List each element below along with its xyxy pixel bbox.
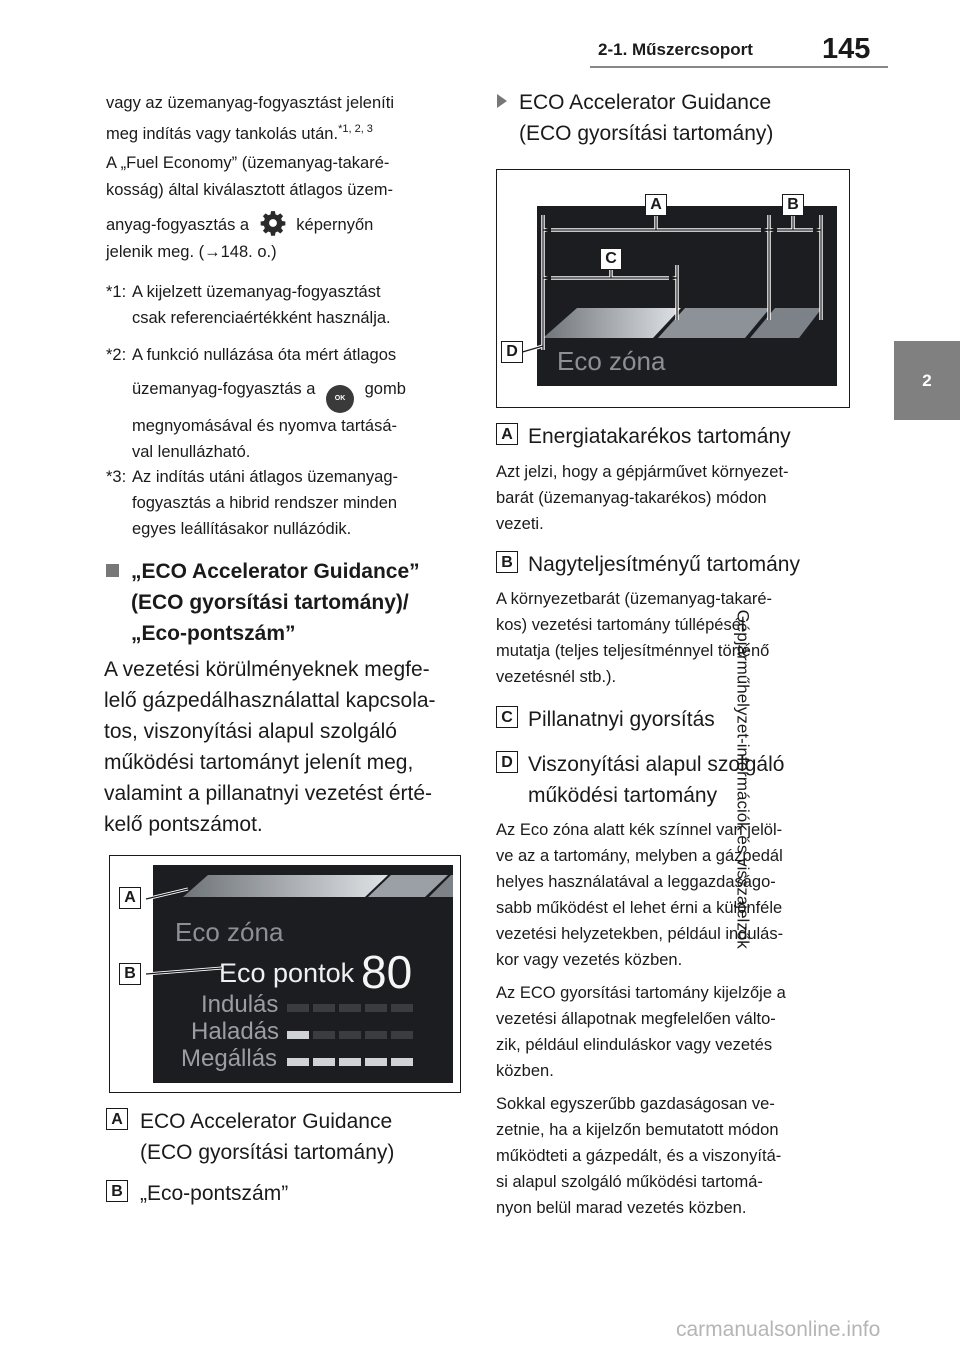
watermark: carmanualsonline.info xyxy=(676,1318,881,1341)
header-divider xyxy=(590,66,888,68)
heading-line: „Eco-pontszám” xyxy=(131,622,296,645)
text-line: közben. xyxy=(496,1062,554,1080)
text-line: zik, például elinduláskor vagy vezetés xyxy=(496,1036,773,1054)
text-line: lelő gázpedálhasználattal kapcsola- xyxy=(104,689,436,712)
text-line: kor vagy vezetés közben. xyxy=(496,951,683,969)
item-letter: D xyxy=(496,751,518,773)
text-line: helyes használatával a leggazdaságo- xyxy=(496,873,776,891)
text-line: si alapul szolgáló működési tartomá- xyxy=(496,1173,763,1191)
section-heading xyxy=(106,556,420,649)
item-d-text-3 xyxy=(496,1091,781,1221)
page-number: 145 xyxy=(822,33,871,65)
footnote-2 xyxy=(106,342,466,465)
text-line: A környezetbarát (üzemanyag-takaré- xyxy=(496,590,773,608)
item-d-text-1 xyxy=(496,817,783,973)
text-line: nyon belül marad vezetés közben. xyxy=(496,1199,747,1217)
text-line: működteti a gázpedált, és a viszonyítá- xyxy=(496,1147,782,1165)
text-line: tos, viszonyítási alapul szolgáló xyxy=(104,720,397,743)
eco-pontok-label: Eco pontok xyxy=(219,958,355,988)
ok-button-icon: OK xyxy=(326,385,354,413)
text-line: (ECO gyorsítási tartomány) xyxy=(140,1141,395,1164)
text-line: fogyasztás a hibrid rendszer minden xyxy=(132,494,398,512)
chapter-tab: 2 xyxy=(894,341,960,420)
text-line: ve az a tartomány, melyben a gázpedál xyxy=(496,847,783,865)
text-line: Az ECO gyorsítási tartomány kijelzője a xyxy=(496,984,786,1002)
legend-letter: A xyxy=(106,1108,128,1130)
item-d-text-2 xyxy=(496,980,786,1084)
text-line: vagy az üzemanyag-fogyasztást jeleníti xyxy=(106,94,394,112)
eco-zona-label: Eco zóna xyxy=(557,346,666,376)
text-line: A „Fuel Economy” (üzemanyag-takaré- xyxy=(106,154,390,172)
triangle-bullet-icon xyxy=(497,94,507,108)
text-line: Az Eco zóna alatt kék színnel van jelöl- xyxy=(496,821,783,839)
text-line: Sokkal egyszerűbb gazdaságosan ve- xyxy=(496,1095,775,1113)
footnote-mark: *2: xyxy=(106,346,127,364)
text-line: anyag-fogyasztás a xyxy=(106,216,250,234)
leader-lines xyxy=(110,856,462,1094)
text-line: üzemanyag-fogyasztás a xyxy=(132,380,316,398)
text-line: vezetésnél stb.). xyxy=(496,668,617,686)
text-line: vezetési állapotnak megfelelően válto- xyxy=(496,1010,776,1028)
footnote-1 xyxy=(106,279,466,331)
bullet-heading xyxy=(497,87,773,149)
text-line: (ECO gyorsítási tartomány) xyxy=(519,122,774,145)
text-line: vezetési helyzetekben, például indulás- xyxy=(496,925,784,943)
text-line: egyes leállításakor nullázódik. xyxy=(132,520,352,538)
item-d xyxy=(496,749,784,811)
item-c xyxy=(496,704,715,735)
item-title: Viszonyítási alapul szolgáló xyxy=(528,753,785,776)
eco-score-value: 80 xyxy=(361,946,413,998)
text-line: képernyőn xyxy=(296,216,374,234)
item-b xyxy=(496,549,800,580)
legend-letter: B xyxy=(106,1180,128,1202)
footnote-mark: *3: xyxy=(106,468,127,486)
item-title: Energiatakarékos tartomány xyxy=(528,425,791,448)
item-a-text xyxy=(496,459,789,537)
legend-b xyxy=(106,1178,288,1209)
text-line: kelő pontszámot. xyxy=(104,813,263,836)
haladas-label: Haladás xyxy=(191,1018,280,1045)
callout-a: A xyxy=(119,887,141,909)
text-line: val lenullázható. xyxy=(132,443,251,461)
footnote-mark: *1: xyxy=(106,283,127,301)
text-line: A funkció nullázása óta mért átlagos xyxy=(132,346,397,364)
item-title: Nagyteljesítményű tartomány xyxy=(528,553,800,576)
footnote-ref: *1, 2, 3 xyxy=(338,123,373,135)
section-title: 2-1. Műszercsoport xyxy=(598,40,753,59)
item-b-text xyxy=(496,586,772,690)
gear-icon xyxy=(260,210,286,236)
text-line: barát (üzemanyag-takarékos) módon xyxy=(496,489,767,507)
text-line: zetnie, ha a kijelzőn bemutatott módon xyxy=(496,1121,779,1139)
text-line: működési tartományt jelenít meg, xyxy=(104,751,414,774)
indulas-label: Indulás xyxy=(201,991,279,1018)
text-line: meg indítás vagy tankolás után. xyxy=(106,125,339,143)
text-line: ECO Accelerator Guidance xyxy=(140,1110,393,1133)
chapter-label: Gépjárműhelyzet-információk és visszajelzők xyxy=(733,609,753,949)
item-letter: B xyxy=(496,551,518,573)
paragraph-2 xyxy=(106,150,393,266)
item-letter: A xyxy=(496,423,518,445)
text-line: „Eco-pontszám” xyxy=(140,1182,289,1205)
text-line: sabb működést el lehet érni a különféle xyxy=(496,899,783,917)
callout-a: A xyxy=(645,194,667,216)
text-line: Azt jelzi, hogy a gépjárművet környezet- xyxy=(496,463,789,481)
item-title: Pillanatnyi gyorsítás xyxy=(528,708,715,731)
text-line: A vezetési körülményeknek megfe- xyxy=(104,658,430,681)
callout-c: C xyxy=(600,248,622,270)
figure-eco-range xyxy=(496,169,850,408)
item-title: működési tartomány xyxy=(528,784,718,807)
callout-d: D xyxy=(501,341,523,363)
eco-zona-label: Eco zóna xyxy=(175,917,284,947)
text-line: kosság) által kiválasztott átlagos üzem- xyxy=(106,181,394,199)
paragraph-1 xyxy=(106,90,394,148)
text-line: mutatja (teljes teljesítménnyel történő xyxy=(496,642,770,660)
text-line: ECO Accelerator Guidance xyxy=(519,91,772,114)
text-line: csak referenciaértékként használja. xyxy=(132,309,391,327)
text-line: jelenik meg. (→148. o.) xyxy=(106,243,277,261)
text-line: megnyomásával és nyomva tartásá- xyxy=(132,417,398,435)
legend-a xyxy=(106,1106,394,1168)
heading-square-icon xyxy=(106,564,119,577)
item-a xyxy=(496,421,791,452)
body-paragraph xyxy=(104,654,436,840)
text-line: gomb xyxy=(364,380,406,398)
heading-line: „ECO Accelerator Guidance” xyxy=(131,560,420,583)
text-line: kos) vezetési tartomány túllépését xyxy=(496,616,746,634)
text-line: valamint a pillanatnyi vezetést érté- xyxy=(104,782,432,805)
megallas-label: Megállás xyxy=(181,1045,278,1072)
callout-b: B xyxy=(119,963,141,985)
text-line: Az indítás utáni átlagos üzemanyag- xyxy=(132,468,398,486)
text-line: vezeti. xyxy=(496,515,544,533)
chapter-label-container xyxy=(733,430,932,949)
callout-b: B xyxy=(782,194,804,216)
figure-eco-score xyxy=(109,855,461,1093)
item-letter: C xyxy=(496,706,518,728)
text-line: A kijelzett üzemanyag-fogyasztást xyxy=(132,283,381,301)
footnote-3 xyxy=(106,464,466,542)
heading-line: (ECO gyorsítási tartomány)/ xyxy=(131,591,409,614)
